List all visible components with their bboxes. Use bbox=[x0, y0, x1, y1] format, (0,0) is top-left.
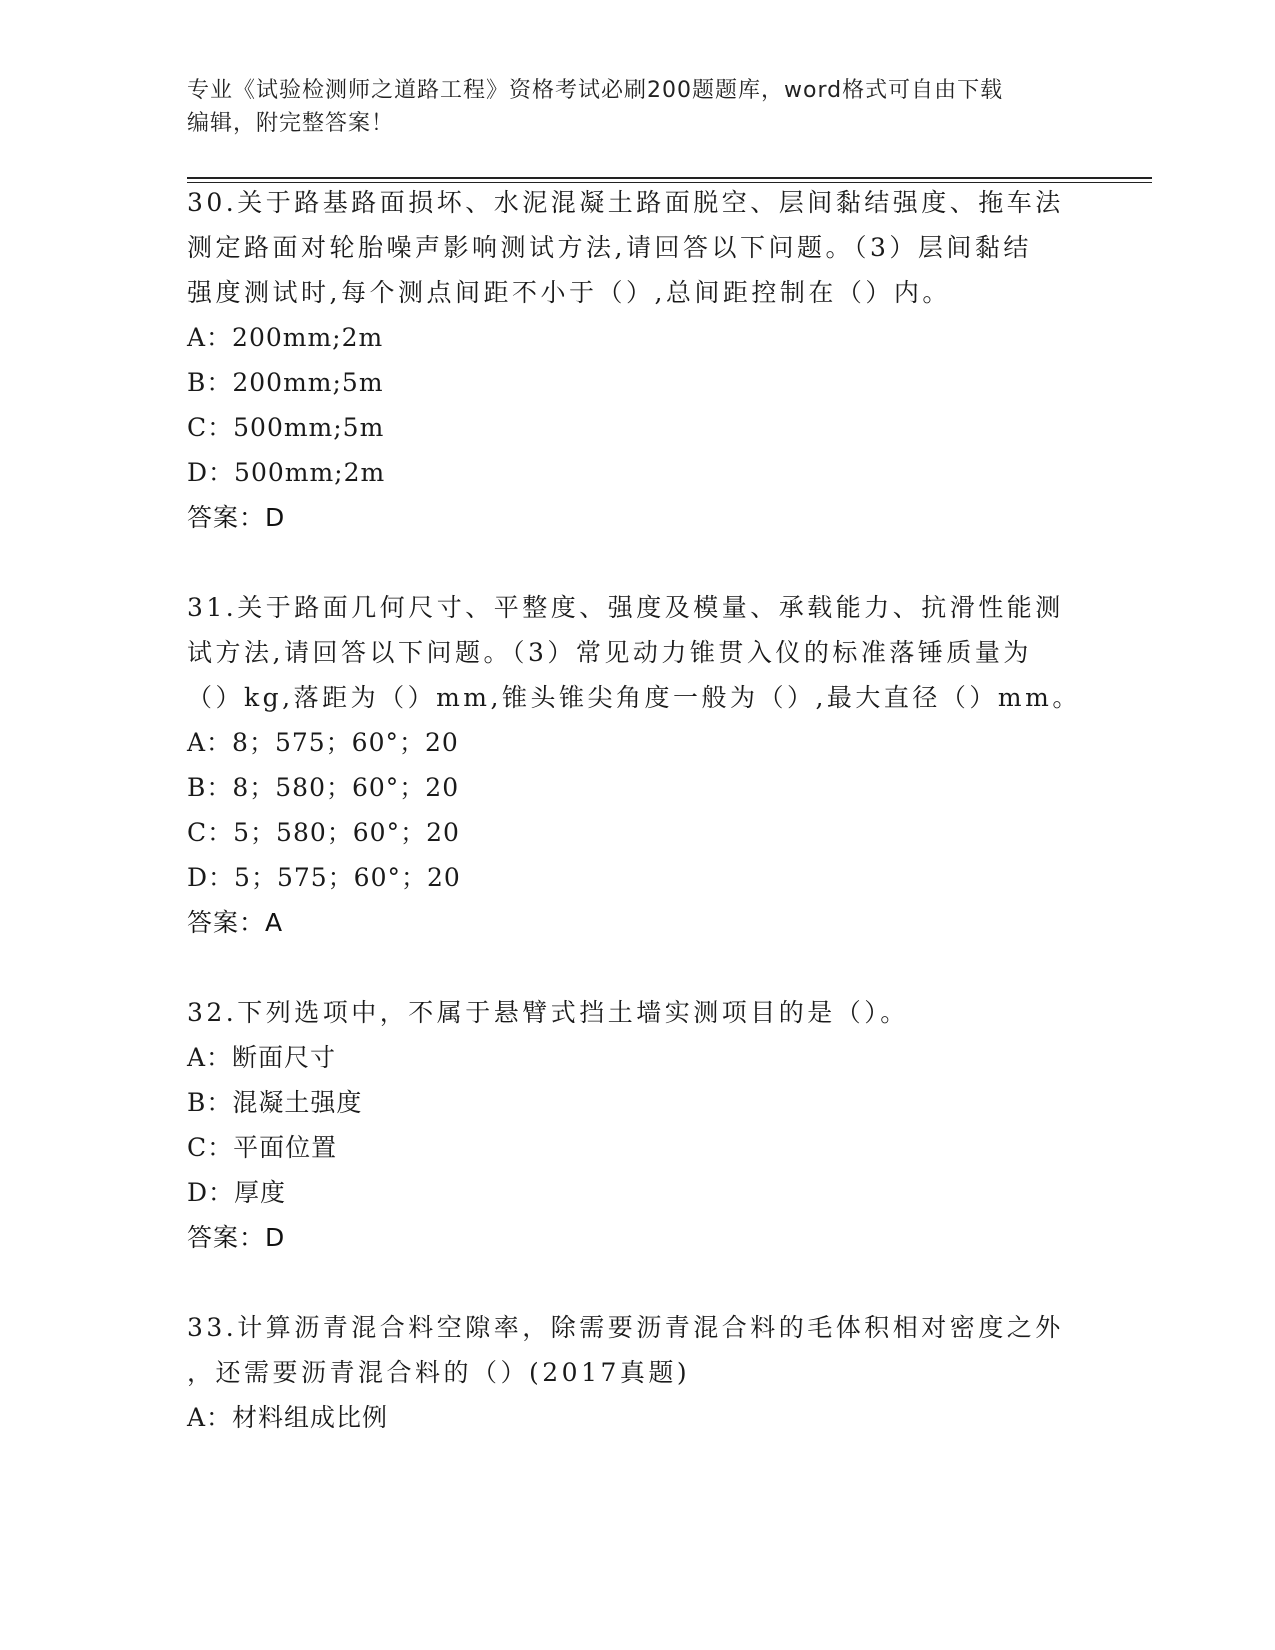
option-b: B：200mm;5m bbox=[187, 368, 384, 397]
option-d: D：5；575；60°；20 bbox=[187, 863, 461, 892]
answer-label: 答案：D bbox=[187, 503, 286, 532]
option-c: C：500mm;5m bbox=[187, 413, 385, 442]
header-divider-thick bbox=[187, 177, 1152, 179]
option-a: A：8；575；60°；20 bbox=[187, 728, 459, 757]
option-b: B：8；580；60°；20 bbox=[187, 773, 460, 802]
question-32 bbox=[187, 990, 1087, 1260]
option-b: B：混凝土强度 bbox=[187, 1088, 363, 1117]
question-stem-line: 31.关于路面几何尺寸、平整度、强度及模量、承载能力、抗滑性能测 bbox=[187, 593, 1064, 622]
question-stem-line: 32.下列选项中，不属于悬臂式挡土墙实测项目的是（）。 bbox=[187, 998, 909, 1027]
answer-label: 答案：D bbox=[187, 1223, 286, 1252]
option-c: C：5；580；60°；20 bbox=[187, 818, 460, 847]
answer-label: 答案：A bbox=[187, 908, 284, 937]
option-d: D：厚度 bbox=[187, 1178, 287, 1207]
question-stem-line: 测定路面对轮胎噪声影响测试方法,请回答以下问题。（3）层间黏结 bbox=[187, 233, 1032, 262]
header-line-1: 专业《试验检测师之道路工程》资格考试必刷200题题库，word格式可自由下载 bbox=[187, 78, 1004, 103]
option-a: A：材料组成比例 bbox=[187, 1403, 389, 1432]
question-stem-line: 试方法,请回答以下问题。（3）常见动力锥贯入仪的标准落锤质量为 bbox=[187, 638, 1032, 667]
question-stem-line: 33.计算沥青混合料空隙率，除需要沥青混合料的毛体积相对密度之外 bbox=[187, 1313, 1064, 1342]
option-d: D：500mm;2m bbox=[187, 458, 386, 487]
option-a: A：200mm;2m bbox=[187, 323, 384, 352]
question-31 bbox=[187, 585, 1087, 945]
question-30 bbox=[187, 180, 1087, 540]
question-stem-line: ，还需要沥青混合料的（）(2017真题) bbox=[187, 1358, 691, 1387]
option-a: A：断面尺寸 bbox=[187, 1043, 337, 1072]
question-33 bbox=[187, 1305, 1087, 1440]
question-stem-line: （）kg,落距为（）mm,锥头锥尖角度一般为（）,最大直径（）mm。 bbox=[187, 683, 1081, 712]
header-line-2: 编辑，附完整答案！ bbox=[187, 111, 395, 136]
question-stem-line: 30.关于路基路面损坏、水泥混凝土路面脱空、层间黏结强度、拖车法 bbox=[187, 188, 1064, 217]
question-stem-line: 强度测试时,每个测点间距不小于（）,总间距控制在（）内。 bbox=[187, 278, 951, 307]
option-c: C：平面位置 bbox=[187, 1133, 338, 1162]
document-header bbox=[187, 74, 1067, 140]
